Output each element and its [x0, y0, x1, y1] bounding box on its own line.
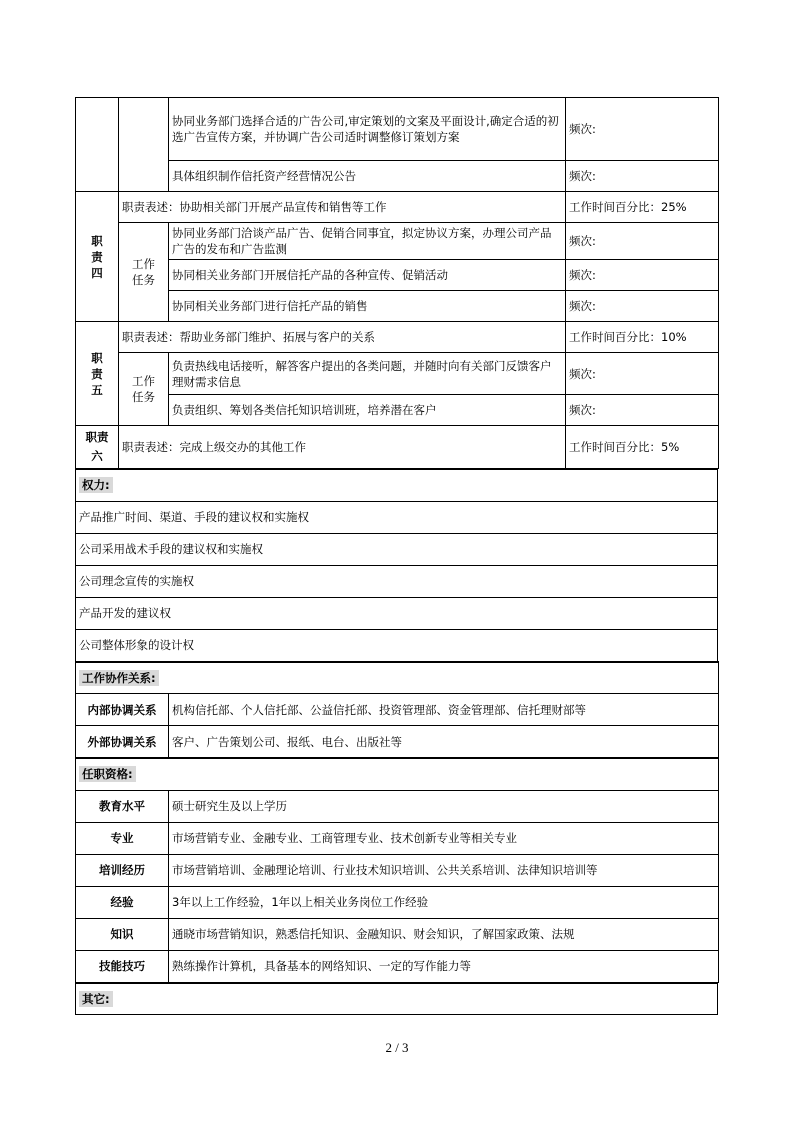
- duty4-statement: 职责表述：协助相关部门开展产品宣传和销售等工作: [119, 192, 566, 223]
- duty4-label: 职 责 四: [76, 192, 119, 322]
- authority-item: 产品开发的建议权: [76, 597, 718, 629]
- task-row: [76, 353, 719, 395]
- task-text: 协同业务部门选择合适的广告公司,审定策划的文案及平面设计,确定合适的初选广告宣传方案，并协调广告公司适时调整修订策划方案: [169, 98, 566, 161]
- task-frequency: 频次:: [566, 223, 719, 260]
- duty5-statement-row: [76, 322, 719, 353]
- task-label-cell: [119, 98, 169, 192]
- duty-label-cell: [76, 98, 119, 192]
- task-frequency: 频次:: [566, 353, 719, 395]
- task-row: [76, 395, 719, 426]
- other-table: [75, 982, 718, 1016]
- external-relations-label: 外部协调关系: [76, 726, 169, 758]
- task-row: [76, 98, 719, 161]
- duty4-statement-row: [76, 192, 719, 223]
- duty4-task-label: 工作 任务: [119, 223, 169, 322]
- qualification-value: 市场营销专业、金融专业、工商管理专业、技术创新专业等相关专业: [169, 822, 719, 854]
- task-row: [76, 161, 719, 192]
- page-number: 2 / 3: [385, 1040, 409, 1055]
- internal-relations-label: 内部协调关系: [76, 694, 169, 726]
- duty5-statement: 职责表述：帮助业务部门维护、拓展与客户的关系: [119, 322, 566, 353]
- task-text: 负责热线电话接听，解答客户提出的各类问题，并随时向有关部门反馈客户理财需求信息: [169, 353, 566, 395]
- duty6-statement-row: [76, 426, 719, 469]
- external-relations-value: 客户、广告策划公司、报纸、电台、出版社等: [169, 726, 719, 758]
- qualification-label: 教育水平: [76, 790, 169, 822]
- qualification-value: 熟练操作计算机，具备基本的网络知识、一定的写作能力等: [169, 950, 719, 982]
- duties-table: [75, 97, 719, 469]
- qualification-value: 3年以上工作经验，1年以上相关业务岗位工作经验: [169, 886, 719, 918]
- qualification-value: 通晓市场营销知识，熟悉信托知识、金融知识、财会知识，了解国家政策、法规: [169, 918, 719, 950]
- task-frequency: 频次:: [566, 161, 719, 192]
- job-description-form: [75, 97, 718, 1015]
- qualification-table: [75, 757, 719, 983]
- qualification-value: 硕士研究生及以上学历: [169, 790, 719, 822]
- duty4-time-percent: 工作时间百分比：25%: [566, 192, 719, 223]
- task-frequency: 频次:: [566, 291, 719, 322]
- duty6-time-percent: 工作时间百分比：5%: [566, 426, 719, 469]
- task-row: [76, 260, 719, 291]
- authority-item: 公司采用战术手段的建议权和实施权: [76, 533, 718, 565]
- duty6-label: 职责 六: [76, 426, 119, 469]
- authority-item: 公司理念宣传的实施权: [76, 565, 718, 597]
- task-text: 具体组织制作信托资产经营情况公告: [169, 161, 566, 192]
- authority-item: 公司整体形象的设计权: [76, 629, 718, 661]
- duty5-label: 职 责 五: [76, 322, 119, 426]
- qualification-label: 技能技巧: [76, 950, 169, 982]
- task-row: [76, 291, 719, 322]
- internal-relations-value: 机构信托部、个人信托部、公益信托部、投资管理部、资金管理部、信托理财部等: [169, 694, 719, 726]
- task-frequency: 频次:: [566, 98, 719, 161]
- authority-header: 权力:: [76, 469, 718, 501]
- qualification-label: 专业: [76, 822, 169, 854]
- qualification-label: 培训经历: [76, 854, 169, 886]
- authority-item: 产品推广时间、渠道、手段的建议权和实施权: [76, 501, 718, 533]
- duty5-task-label: 工作 任务: [119, 353, 169, 426]
- qualification-value: 市场营销培训、金融理论培训、行业技术知识培训、公共关系培训、法律知识培训等: [169, 854, 719, 886]
- duty6-statement: 职责表述：完成上级交办的其他工作: [119, 426, 566, 469]
- cooperation-table: [75, 661, 719, 759]
- task-frequency: 频次:: [566, 260, 719, 291]
- task-text: 协同相关业务部门进行信托产品的销售: [169, 291, 566, 322]
- qualification-label: 经验: [76, 886, 169, 918]
- duty5-time-percent: 工作时间百分比：10%: [566, 322, 719, 353]
- task-frequency: 频次:: [566, 395, 719, 426]
- task-text: 协同业务部门洽谈产品广告、促销合同事宜，拟定协议方案，办理公司产品广告的发布和广告监测: [169, 223, 566, 260]
- qualification-label: 知识: [76, 918, 169, 950]
- task-row: [76, 223, 719, 260]
- cooperation-header: 工作协作关系:: [76, 662, 719, 694]
- task-text: 协同相关业务部门开展信托产品的各种宣传、促销活动: [169, 260, 566, 291]
- authority-table: [75, 468, 718, 662]
- other-header: 其它:: [76, 983, 718, 1015]
- task-text: 负责组织、筹划各类信托知识培训班，培养潜在客户: [169, 395, 566, 426]
- qualification-header: 任职资格:: [76, 758, 719, 790]
